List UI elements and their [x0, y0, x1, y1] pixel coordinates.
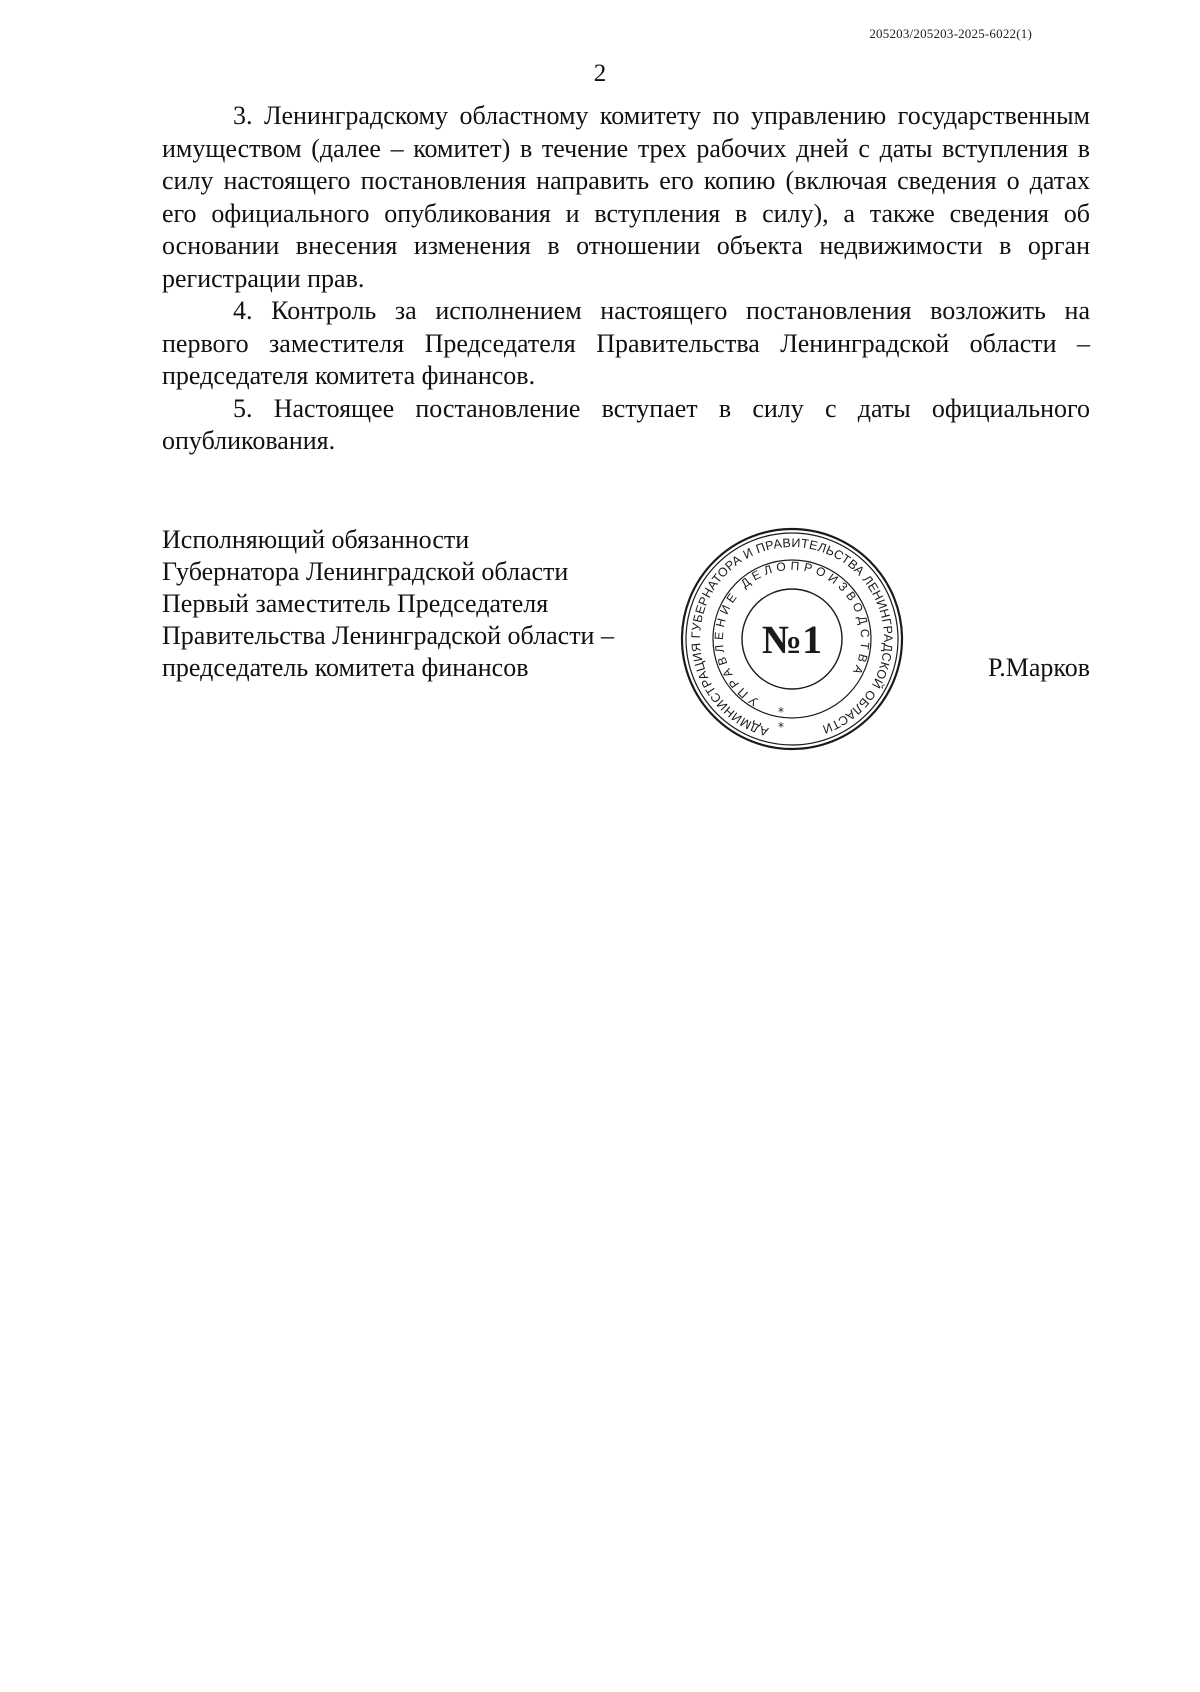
official-seal [678, 525, 906, 753]
signature-block [162, 524, 614, 684]
seal-inner-text: УПРАВЛЕНИЕ ДЕЛОПРОИЗВОДСТВА [711, 558, 873, 709]
seal-outer-text: АДМИНИСТРАЦИЯ ГУБЕРНАТОРА И ПРАВИТЕЛЬСТВА ЛЕНИНГРАДСКОЙ ОБЛАСТИ [688, 535, 896, 739]
signer-name: Р.Марков [988, 653, 1090, 682]
seal-star-icon: * [778, 705, 784, 719]
signer-title-line: Губернатора Ленинградской области [162, 557, 569, 586]
signer-title-line: Правительства Ленинградской области – [162, 621, 614, 650]
paragraph-4: 4. Контроль за исполнением настоящего постановления возложить на первого заместителя Председателя Правительства Ленинградской области – председателя комитета финансов. [162, 296, 1090, 390]
document-id: 205203/205203-2025-6022(1) [869, 26, 1032, 41]
seal-star-icon: * [778, 720, 784, 734]
paragraph-3: 3. Ленинградскому областному комитету по управлению государственным имуществом (далее – комитет) в течение трех рабочих дней с даты вступления в силу настоящего постановления направить его копию (включая сведения о датах его официального опубликования и вступления в силу), а также сведения об основании внесения изменения в отношении объекта недвижимости в орган регистрации прав. [162, 101, 1090, 293]
document-body [162, 100, 1090, 458]
paragraph-5: 5. Настоящее постановление вступает в силу с даты официального опубликования. [162, 393, 1090, 455]
page-number: 2 [593, 60, 607, 87]
seal-number: №1 [761, 617, 823, 662]
signer-title-line: председатель комитета финансов [162, 653, 529, 682]
signer-title-line: Исполняющий обязанности [162, 525, 470, 554]
signer-title-line: Первый заместитель Председателя [162, 589, 549, 618]
